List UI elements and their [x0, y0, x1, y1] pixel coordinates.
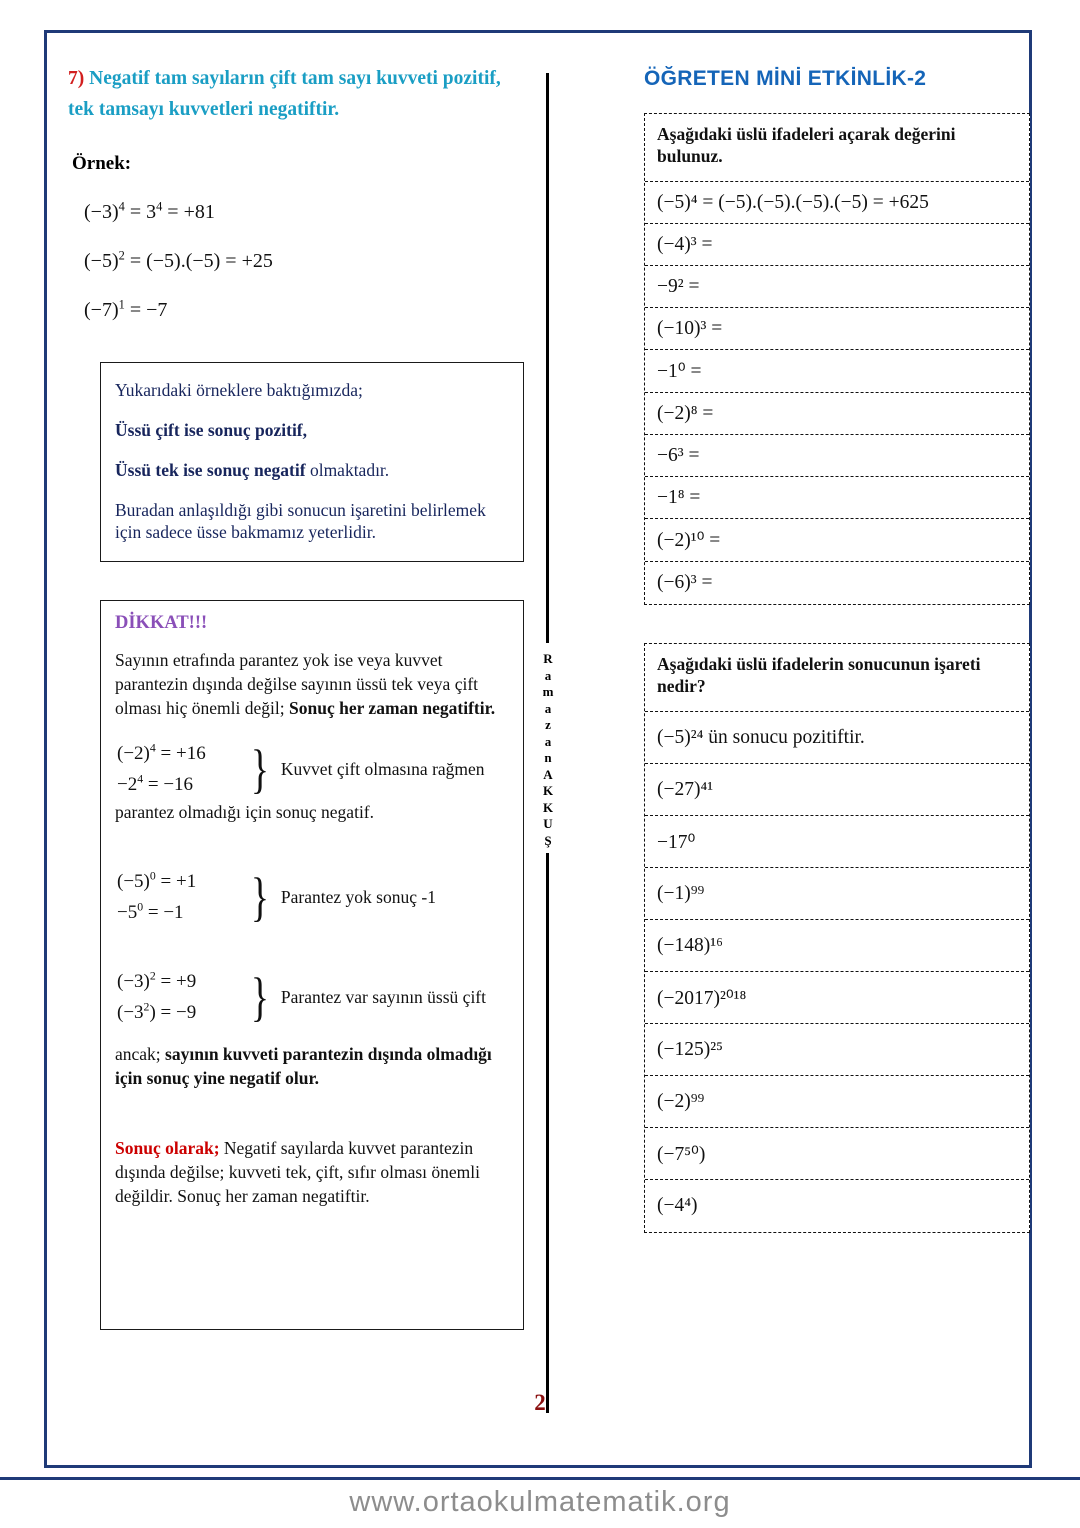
brace-group-2-label: Parantez yok sonuç -1 — [280, 886, 436, 907]
rule-heading — [68, 63, 520, 125]
rule-text: Negatif tam sayıların çift tam sayı kuvveti pozitif, tek tamsayı kuvvetleri negatiftir. — [68, 68, 501, 120]
vertical-author-letter: K — [542, 783, 554, 798]
divider-segment-bottom — [546, 853, 549, 1413]
vertical-author-letter: K — [542, 799, 554, 815]
note-line-2 — [115, 419, 509, 441]
vertical-author-letter: a — [544, 733, 552, 749]
sonuc-olarak-label: Sonuç olarak; — [115, 1138, 220, 1158]
brace-group-3-label: Parantez var sayının üssü çift — [280, 986, 486, 1007]
dikkat-after-brace-3 — [115, 1042, 509, 1090]
note-line-2-bold: Üssü çift ise sonuç pozitif, — [115, 420, 308, 440]
note-line-3-rest: olmaktadır. — [305, 460, 390, 480]
table-row[interactable]: −17⁰ — [645, 816, 1029, 868]
right-column — [630, 63, 1020, 1233]
table-gap — [630, 605, 1020, 643]
table-row[interactable]: −6³ = — [645, 435, 1029, 477]
brace-group-1-label: Kuvvet çift olmasına rağmen — [280, 758, 485, 779]
dikkat-title: DİKKAT!!! — [115, 613, 208, 633]
table-header-row: Aşağıdaki üslü ifadelerin sonucunun işareti nedir? — [645, 644, 1029, 712]
table-header-row: Aşağıdaki üslü ifadeleri açarak değerini bulunuz. — [645, 114, 1029, 182]
center-divider — [542, 73, 554, 1408]
vertical-author-letter: n — [544, 750, 552, 765]
brace-group-2 — [117, 866, 509, 928]
brace1-eq-top: $(-2)^4 = +16$ — [117, 741, 206, 764]
table-row[interactable]: (−1)⁹⁹ — [645, 868, 1029, 920]
rule-number: 7) — [68, 68, 85, 89]
dikkat-para1-plain: Sayının etrafında parantez yok ise veya kuvvet parantezin dışında değilse sayının üssü tek veya çift olması hiç önemli değil; — [115, 650, 479, 718]
dikkat-after-brace-1: parantez olmadığı için sonuç negatif. — [115, 802, 375, 822]
table-row[interactable]: (−5)²⁴ ün sonucu pozitiftir. — [645, 712, 1029, 764]
vertical-author-name — [536, 651, 560, 849]
page-number: 2 — [534, 1390, 546, 1415]
expand-values-table — [644, 113, 1030, 605]
ornek-label: Örnek: — [72, 153, 132, 174]
brace-group-1 — [117, 738, 509, 800]
vertical-author-letter: Ş — [544, 832, 552, 848]
brace2-eq-bottom: $-5^0 = -1$ — [117, 900, 184, 923]
brace3-eq-bottom: $(-3^2) = -9$ — [117, 1000, 197, 1023]
table-row[interactable]: (−148)¹⁶ — [645, 920, 1029, 972]
vertical-author-letter: A — [543, 766, 553, 782]
vertical-author-letter: U — [543, 816, 553, 831]
brace3-eq-top: $(-3)^2 = +9$ — [117, 969, 197, 992]
after3-plain: ancak; — [115, 1044, 166, 1064]
vertical-author-letter: R — [543, 651, 553, 666]
divider-segment-top — [546, 73, 549, 643]
vertical-author-letter: m — [542, 684, 554, 699]
after3-bold: sayının kuvveti parantezin dışında olmadığı için sonuç yine negatif olur. — [115, 1044, 492, 1088]
note-line-3 — [115, 459, 509, 481]
note-line-3-bold: Üssü tek ise sonuç negatif — [115, 460, 306, 480]
table-row[interactable]: (−27)⁴¹ — [645, 764, 1029, 816]
brace-icon: } — [250, 867, 270, 927]
brace1-eq-bottom: $-2^4 = -16$ — [117, 772, 194, 795]
dikkat-paragraph-1 — [115, 648, 509, 720]
table-row[interactable]: (−4⁴) — [657, 1195, 698, 1216]
sign-of-result-table — [644, 643, 1030, 1233]
table-row[interactable]: (−2)¹⁰ = — [645, 519, 1029, 562]
page-frame — [44, 30, 1032, 1468]
sonuc-olarak-text: Negatif sayılarda kuvvet parantezin dışında değilse; kuvveti tek, çift, sıfır olması önemli değildir. Sonuç her zaman negatiftir. — [115, 1138, 481, 1206]
brace-group-2-equations — [117, 866, 245, 928]
table-row[interactable]: (−2017)²⁰¹⁸ — [645, 972, 1029, 1024]
brace-icon: } — [250, 967, 270, 1027]
brace-group-1-equations — [117, 738, 245, 800]
footer-website-url: www.ortaokulmatematik.org — [349, 1486, 731, 1518]
example-equation-2: $(-5)^2 = (-5).(-5) = +25$ — [84, 248, 273, 272]
dikkat-conclusion — [115, 1136, 509, 1208]
vertical-author-letter: z — [545, 717, 551, 732]
table-row[interactable]: (−2)⁹⁹ — [645, 1076, 1029, 1128]
table-row[interactable]: (−5)⁴ = (−5).(−5).(−5).(−5) = +625 — [645, 182, 1029, 224]
brace-icon: } — [250, 739, 270, 799]
table-row[interactable]: (−6)³ = — [657, 572, 713, 593]
brace-group-3-equations — [117, 966, 245, 1028]
table-row[interactable]: (−4)³ = — [645, 224, 1029, 266]
note-line-4: Buradan anlaşıldığı gibi sonucun işaretini belirlemek için sadece üsse bakmamız yeterlidir. — [115, 500, 486, 542]
dikkat-para1-bold: Sonuç her zaman negatiftir. — [289, 698, 496, 718]
example-equation-1: $(-3)^4 = 3^4 = +81$ — [84, 199, 215, 223]
left-column — [62, 63, 532, 1330]
table-row[interactable]: (−10)³ = — [645, 308, 1029, 350]
brace2-eq-top: $(-5)^0 = +1$ — [117, 869, 197, 892]
table-row[interactable]: (−7⁵⁰) — [645, 1128, 1029, 1180]
table-row[interactable]: −1⁰ = — [645, 350, 1029, 393]
vertical-author-letter: a — [544, 700, 552, 716]
table-row[interactable]: −9² = — [645, 266, 1029, 308]
brace-group-3 — [117, 966, 509, 1028]
summary-note-box — [100, 362, 524, 562]
vertical-author-letter: a — [544, 667, 552, 683]
footer-divider-bar — [0, 1477, 1080, 1480]
dikkat-box — [100, 600, 524, 1330]
table-row[interactable]: −1⁸ = — [645, 477, 1029, 519]
table-row[interactable]: (−125)²⁵ — [645, 1024, 1029, 1076]
mini-activity-title: ÖĞRETEN MİNİ ETKİNLİK-2 — [644, 67, 927, 90]
table-row[interactable]: (−2)⁸ = — [645, 393, 1029, 435]
note-line-1: Yukarıdaki örneklere baktığımızda; — [115, 380, 363, 400]
example-equation-3: $(-7)^1 = -7$ — [84, 297, 168, 321]
